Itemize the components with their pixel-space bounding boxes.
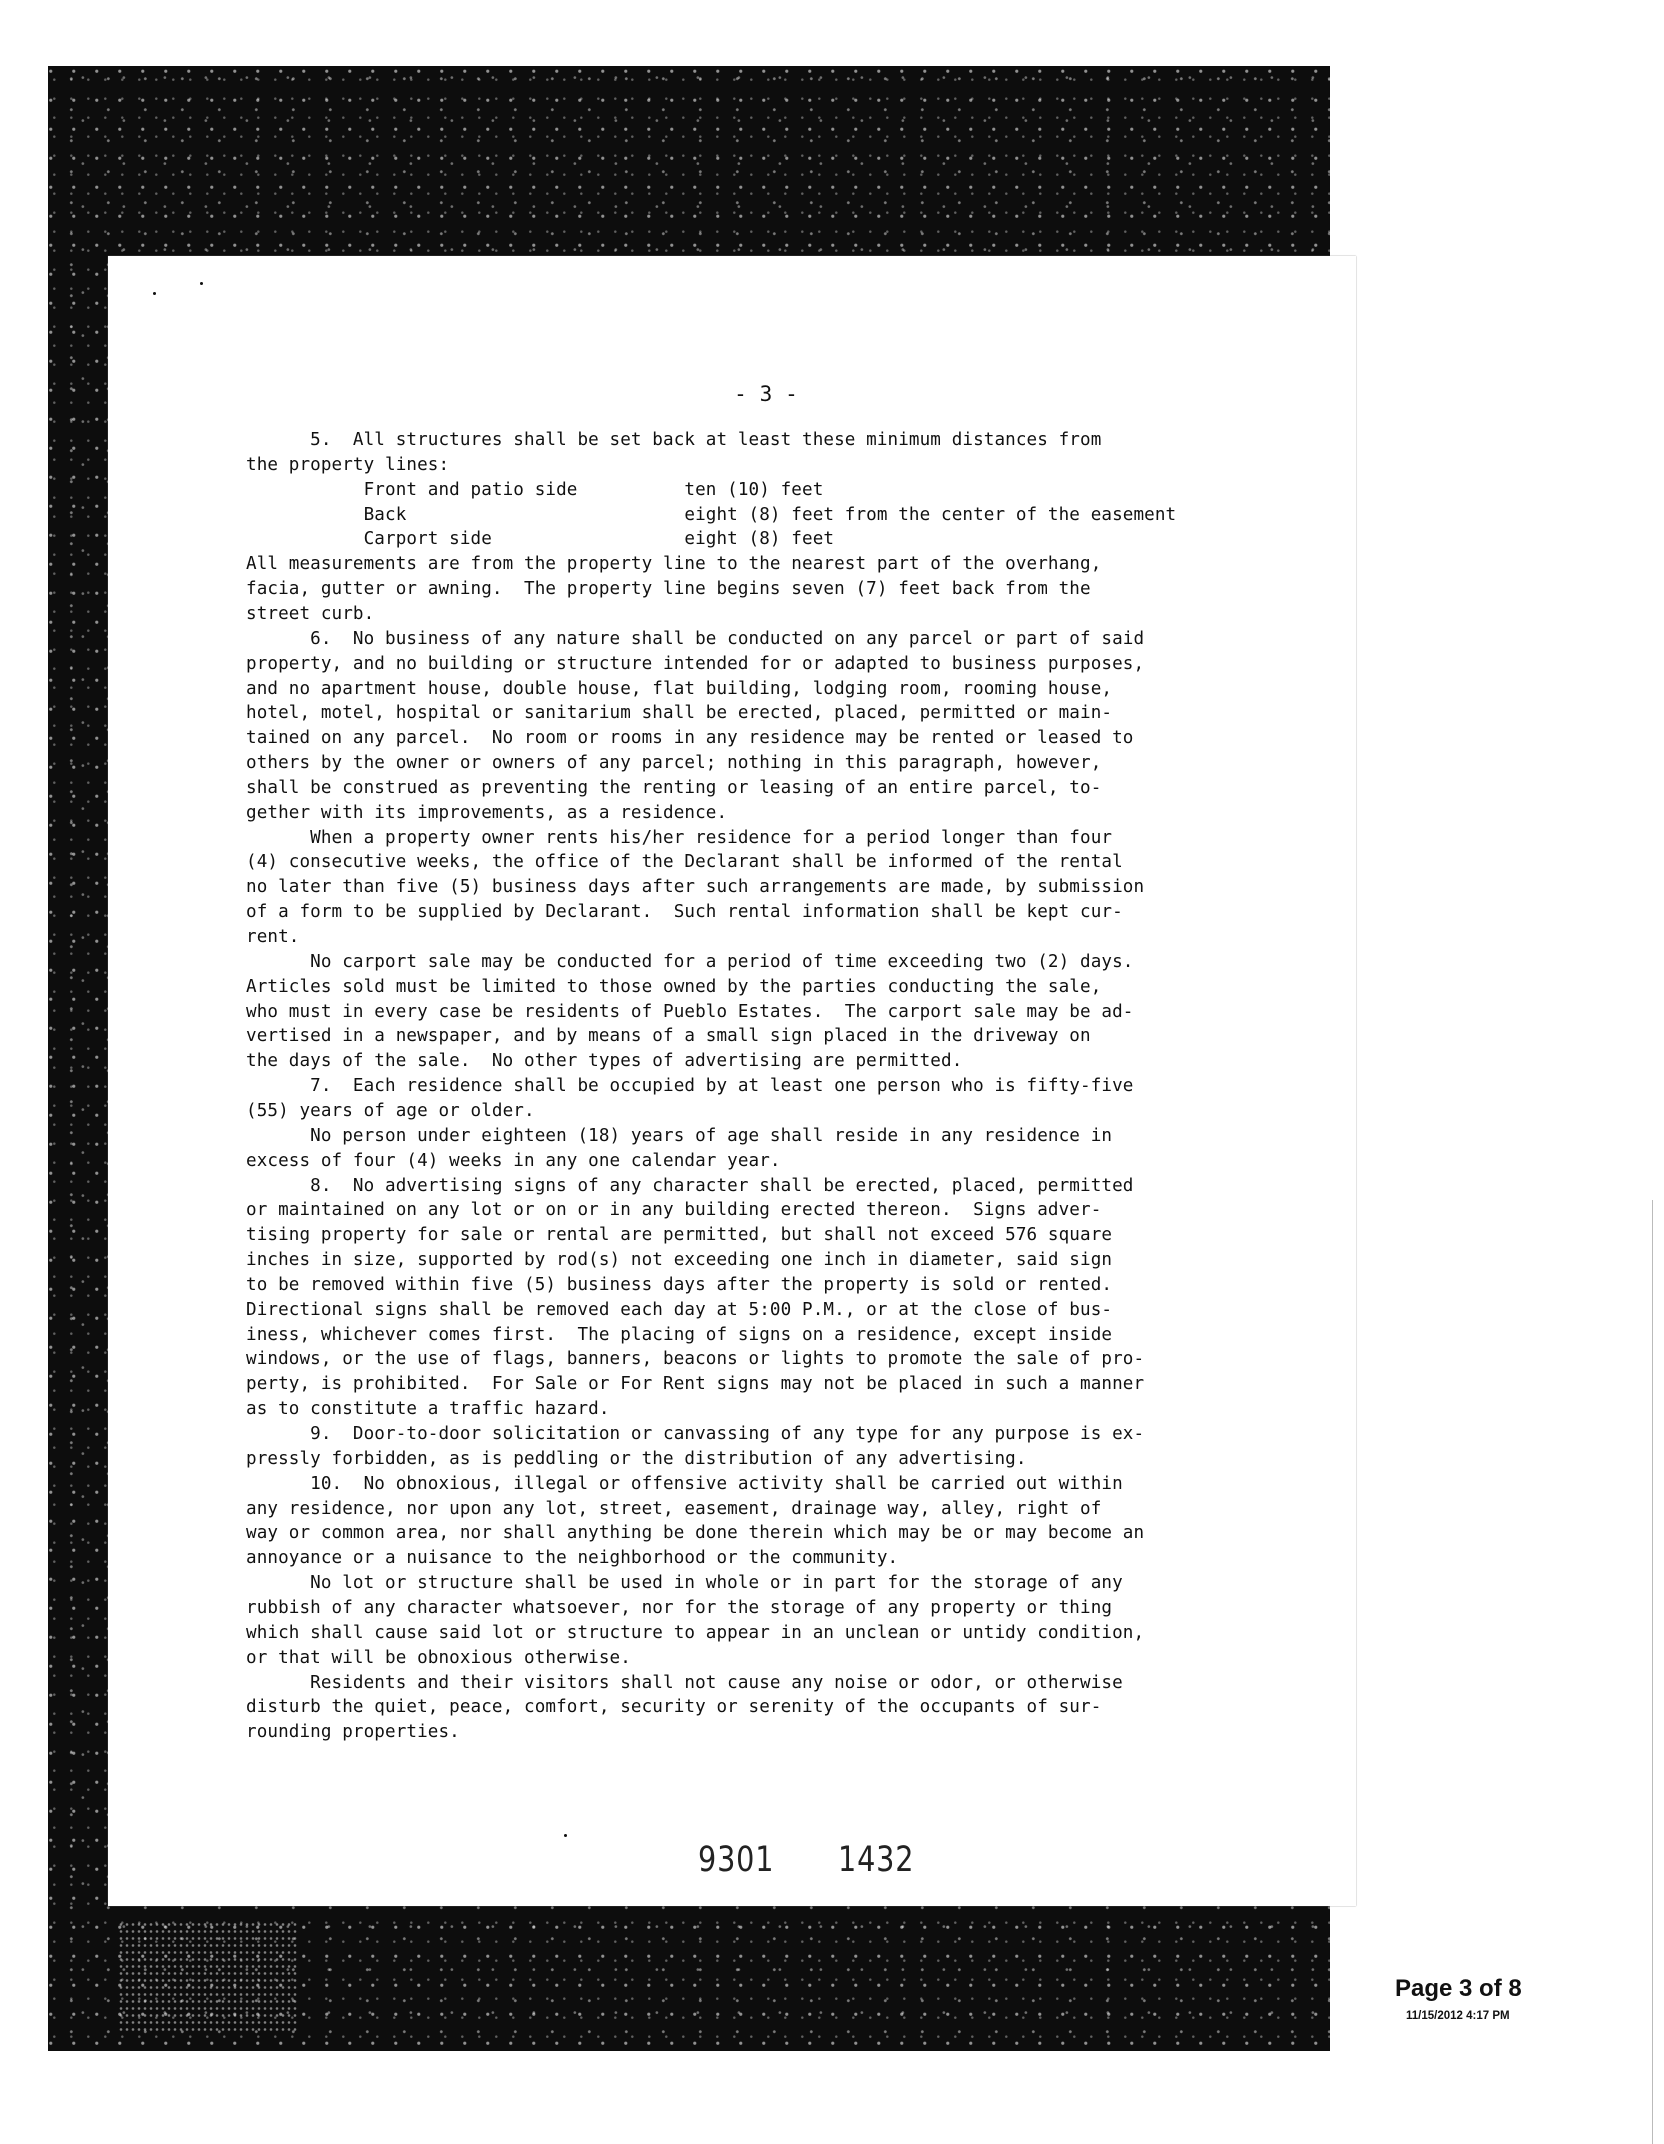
text-line: who must in every case be residents of Pueblo Estates. The carport sale may be ad- <box>246 1001 1134 1022</box>
text-line: 5. All structures shall be set back at least these minimum distances from <box>246 430 1102 450</box>
text-line: disturb the quiet, peace, comfort, security or serenity of the occupants of sur- <box>246 1697 1102 1718</box>
text-line: way or common area, nor shall anything be done therein which may be or may become an <box>246 1523 1145 1544</box>
text-line: shall be construed as preventing the renting or leasing of an entire parcel, to- <box>246 777 1102 798</box>
text-line: no later than five (5) business days after such arrangements are made, by submission <box>246 877 1145 898</box>
text-line: Directional signs shall be removed each day at 5:00 P.M., or at the close of bus- <box>246 1299 1113 1320</box>
text-line: windows, or the use of flags, banners, beacons or lights to promote the sale of pro- <box>246 1349 1145 1370</box>
text-line: or that will be obnoxious otherwise. <box>246 1647 631 1668</box>
text-line: facia, gutter or awning. The property line begins seven (7) feet back from the <box>246 579 1091 600</box>
text-line: 10. No obnoxious, illegal or offensive activity shall be carried out within <box>246 1473 1123 1494</box>
text-line: No carport sale may be conducted for a period of time exceeding two (2) days. <box>246 951 1134 972</box>
text-line: 7. Each residence shall be occupied by at least one person who is fifty-five <box>246 1076 1134 1097</box>
text-line: inches in size, supported by rod(s) not exceeding one inch in diameter, said sign <box>246 1250 1113 1271</box>
document-page <box>108 256 1356 1906</box>
scan-mark <box>200 282 203 285</box>
text-line: 6. No business of any nature shall be conducted on any parcel or part of said <box>246 628 1145 649</box>
print-timestamp: 11/15/2012 4:17 PM <box>1406 2010 1510 2022</box>
text-line: vertised in a newspaper, and by means of a small sign placed in the driveway on <box>246 1026 1091 1047</box>
text-line: which shall cause said lot or structure to appear in an unclean or untidy condition, <box>246 1622 1145 1643</box>
text-line: Articles sold must be limited to those owned by the parties conducting the sale, <box>246 976 1102 997</box>
text-line: When a property owner rents his/her residence for a period longer than four <box>246 827 1113 848</box>
text-line: as to constitute a traffic hazard. <box>246 1399 610 1420</box>
text-line: to be removed within five (5) business days after the property is sold or rented. <box>246 1274 1113 1295</box>
edge-line <box>1652 1200 1653 2144</box>
text-line: annoyance or a nuisance to the neighborhood or the community. <box>246 1548 899 1569</box>
text-line: of a form to be supplied by Declarant. Such rental information shall be kept cur- <box>246 902 1123 923</box>
recording-book-number: 9301 <box>698 1840 775 1880</box>
text-line: Back eight (8) feet from the center of the easement <box>246 504 1177 525</box>
text-line: Residents and their visitors shall not cause any noise or odor, or otherwise <box>246 1672 1123 1693</box>
scan-mark <box>564 1834 567 1837</box>
page-number: - 3 - <box>734 382 798 406</box>
text-line: or maintained on any lot or on or in any building erected thereon. Signs adver- <box>246 1200 1102 1221</box>
text-line: No lot or structure shall be used in whole or in part for the storage of any <box>246 1573 1123 1594</box>
text-line: and no apartment house, double house, flat building, lodging room, rooming house, <box>246 678 1113 699</box>
text-line: rubbish of any character whatsoever, nor for the storage of any property or thing <box>246 1597 1113 1618</box>
text-line: excess of four (4) weeks in any one calendar year. <box>246 1150 781 1171</box>
text-line: the days of the sale. No other types of advertising are permitted. <box>246 1051 963 1072</box>
text-line: (4) consecutive weeks, the office of the Declarant shall be informed of the rental <box>246 852 1123 873</box>
text-line: the property lines: <box>246 454 450 475</box>
text-line: Front and patio side ten (10) feet <box>246 479 824 500</box>
scanned-document-frame <box>48 66 1330 2051</box>
text-line: perty, is prohibited. For Sale or For Rent signs may not be placed in such a manner <box>246 1374 1145 1395</box>
text-line: rent. <box>246 927 300 947</box>
text-line: hotel, motel, hospital or sanitarium shall be erected, placed, permitted or main- <box>246 703 1113 724</box>
text-line: tising property for sale or rental are permitted, but shall not exceed 576 square <box>246 1225 1113 1246</box>
text-line: (55) years of age or older. <box>246 1100 535 1121</box>
text-line: Carport side eight (8) feet <box>246 529 835 550</box>
text-line: any residence, nor upon any lot, street, easement, drainage way, alley, right of <box>246 1498 1102 1519</box>
text-line: property, and no building or structure intended for or adapted to business purposes, <box>246 653 1145 674</box>
scan-mark <box>153 292 156 295</box>
text-line: others by the owner or owners of any parcel; nothing in this paragraph, however, <box>246 753 1102 774</box>
text-line: 8. No advertising signs of any character shall be erected, placed, permitted <box>246 1175 1134 1196</box>
page-indicator: Page 3 of 8 <box>1395 1975 1522 2002</box>
recording-page-number: 1432 <box>838 1840 915 1880</box>
text-line: tained on any parcel. No room or rooms in any residence may be rented or leased to <box>246 728 1134 749</box>
text-line: All measurements are from the property line to the nearest part of the overhang, <box>246 554 1102 575</box>
scan-noise <box>118 1921 298 2031</box>
text-line: No person under eighteen (18) years of age shall reside in any residence in <box>246 1125 1113 1146</box>
text-line: 9. Door-to-door solicitation or canvassing of any type for any purpose is ex- <box>246 1424 1145 1444</box>
text-line: rounding properties. <box>246 1722 460 1743</box>
text-line: iness, whichever comes first. The placing of signs on a residence, except inside <box>246 1324 1113 1345</box>
text-line: street curb. <box>246 603 375 624</box>
text-line: gether with its improvements, as a residence. <box>246 802 728 823</box>
text-line: pressly forbidden, as is peddling or the distribution of any advertising. <box>246 1448 1027 1469</box>
